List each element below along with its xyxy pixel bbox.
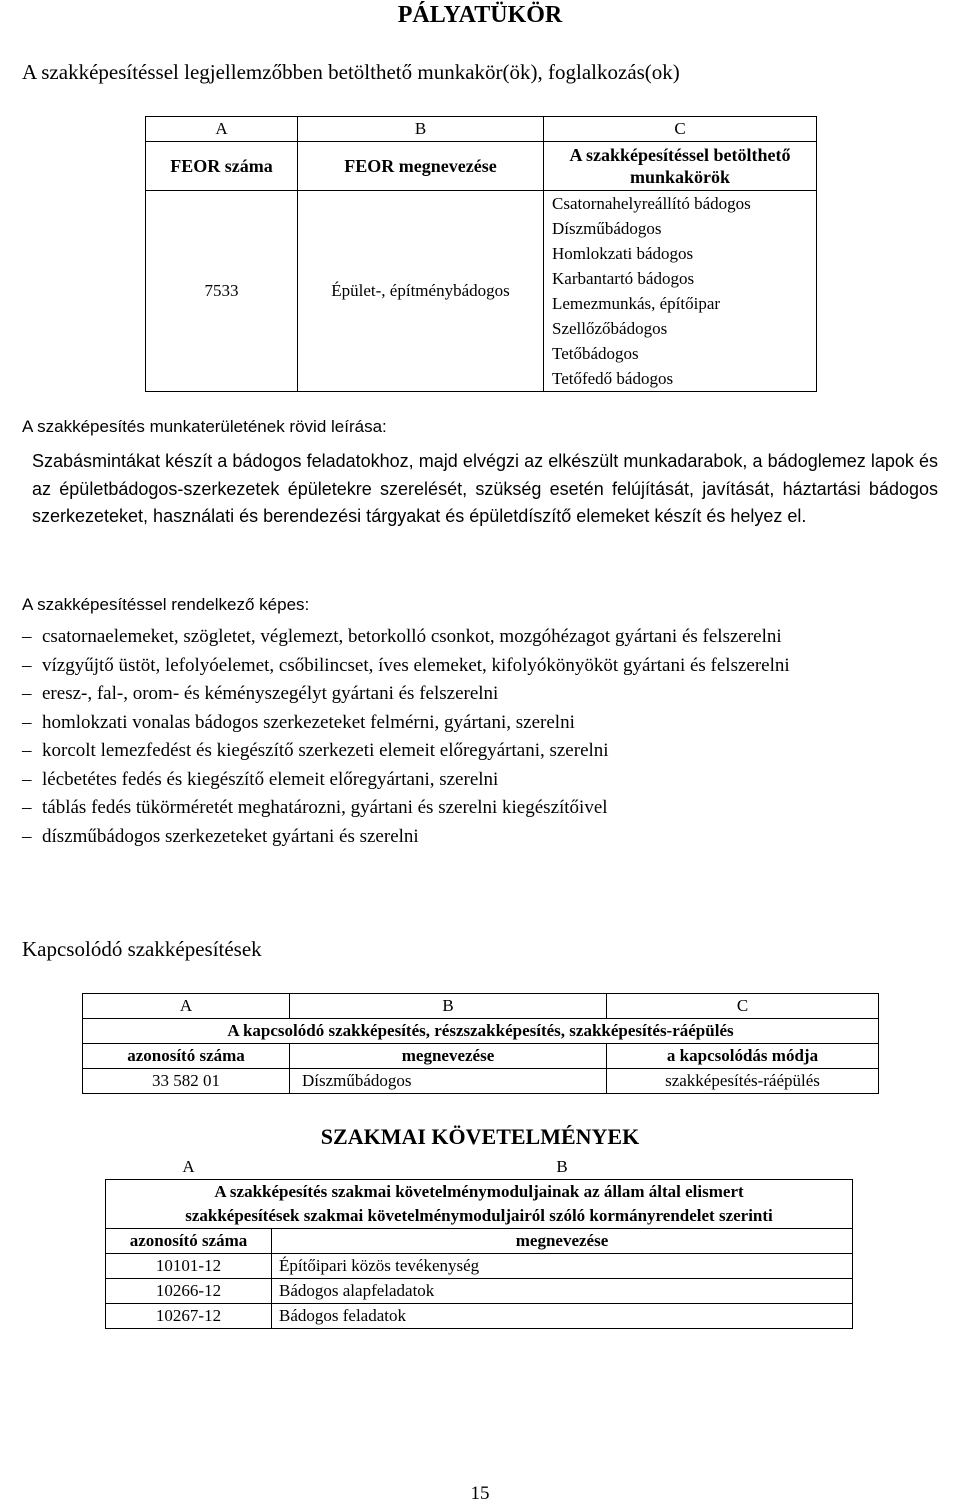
list-item: – lécbetétes fedés és kiegészítő elemeit előregyártani, szerelni (22, 766, 960, 795)
jobs-cell (544, 191, 817, 392)
list-item: – homlokzati vonalas bádogos szerkezeteket felmérni, gyártani, szerelni (22, 709, 960, 738)
header-name: megnevezése (290, 1044, 607, 1069)
capabilities-heading: A szakképesítéssel rendelkező képes: (22, 595, 310, 614)
list-item: Homlokzati bádogos (552, 244, 694, 263)
description-heading: A szakképesítés munkaterületének rövid leírása: (22, 417, 387, 436)
column-letter: A (83, 994, 290, 1019)
description-text: Szabásmintákat készít a bádogos feladatokhoz, majd elvégzi az elkészült munkadarabok, a bádoglemez lapok és az épületbádogos-szerkezetek épületekre szerelését, szükség esetén felújítását, javítását, háztartási bádogos szerkezeteket, használati és berendezési tárgyakat és épületdíszítő elemeket készít és helyez el. (32, 451, 938, 526)
cell-id: 10267-12 (106, 1304, 272, 1329)
capabilities-list (22, 623, 960, 851)
list-item: Csatornahelyreállító bádogos (552, 194, 751, 213)
cell-name: Bádogos feladatok (272, 1304, 853, 1329)
list-item: Karbantartó bádogos (552, 269, 695, 288)
cell-id: 33 582 01 (83, 1069, 290, 1094)
requirements-heading: SZAKMAI KÖVETELMÉNYEK (320, 1124, 640, 1149)
list-item: Tetőfedő bádogos (552, 369, 674, 388)
column-letter: B (556, 1157, 568, 1176)
related-table (82, 993, 879, 1094)
header-id: azonosító száma (83, 1044, 290, 1069)
cell-name: Bádogos alapfeladatok (272, 1279, 853, 1304)
cell-id: 10101-12 (106, 1254, 272, 1279)
column-letter: C (544, 117, 817, 142)
column-letter-row (106, 1155, 853, 1180)
caption-row (83, 1019, 879, 1044)
caption-line: A szakképesítés szakmai követelménymoduljainak az állam által elismert (214, 1182, 744, 1201)
table-row (83, 1069, 879, 1094)
table-caption: A kapcsolódó szakképesítés, részszakképesítés, szakképesítés-ráépülés (83, 1019, 879, 1044)
header-name: megnevezése (272, 1229, 853, 1254)
cell-id: 10266-12 (106, 1279, 272, 1304)
column-letter: A (146, 117, 298, 142)
list-item: – korcolt lemezfedést és kiegészítő szerkezeti elemeit előregyártani, szerelni (22, 737, 960, 766)
list-item: – csatornaelemeket, szögletet, véglemezt, betorkolló csonkot, mozgóhézagot gyártani és felszerelni (22, 623, 960, 652)
header-feor-name: FEOR megnevezése (298, 142, 544, 191)
list-item: – díszműbádogos szerkezeteket gyártani és szerelni (22, 823, 960, 852)
list-item: Lemezmunkás, építőipar (552, 294, 721, 313)
cell-name: Építőipari közös tevékenység (272, 1254, 853, 1279)
column-letter-row (146, 117, 817, 142)
list-item: Díszműbádogos (552, 219, 662, 238)
list-item: – vízgyűjtő üstöt, lefolyóelemet, csőbilincset, íves elemeket, kifolyókönyököt gyártani és felszerelni (22, 652, 960, 681)
column-letter: A (182, 1157, 195, 1176)
table-row (146, 191, 817, 392)
page-number: 15 (470, 1483, 490, 1504)
cell-mode: szakképesítés-ráépülés (607, 1069, 879, 1094)
table-row (106, 1304, 853, 1329)
column-letter: B (298, 117, 544, 142)
cell-name: Díszműbádogos (290, 1069, 607, 1094)
list-item: Szellőzőbádogos (552, 319, 668, 338)
header-feor-number: FEOR száma (146, 142, 298, 191)
column-letter: B (290, 994, 607, 1019)
feor-name-cell: Épület-, építménybádogos (298, 191, 544, 392)
feor-table (145, 116, 817, 392)
header-mode: a kapcsolódás módja (607, 1044, 879, 1069)
column-letter-row (83, 994, 879, 1019)
caption-row (106, 1180, 853, 1229)
feor-number-cell: 7533 (146, 191, 298, 392)
header-row (146, 142, 817, 191)
related-heading: Kapcsolódó szakképesítések (22, 937, 262, 961)
header-row (83, 1044, 879, 1069)
requirements-table (105, 1155, 853, 1329)
list-item: – eresz-, fal-, orom- és kéményszegélyt gyártani és felszerelni (22, 680, 960, 709)
header-jobs: A szakképesítéssel betölthető munkakörök (544, 142, 817, 191)
section-subtitle: A szakképesítéssel legjellemzőbben betölthető munkakör(ök), foglalkozás(ok) (22, 60, 680, 84)
caption-line: szakképesítések szakmai követelménymoduljairól szóló kormányrendelet szerinti (185, 1206, 773, 1225)
table-row (106, 1279, 853, 1304)
column-letter: C (607, 994, 879, 1019)
header-id: azonosító száma (106, 1229, 272, 1254)
header-row (106, 1229, 853, 1254)
table-caption (106, 1180, 853, 1229)
table-row (106, 1254, 853, 1279)
page-title: PÁLYATÜKÖR (397, 2, 563, 28)
list-item: – táblás fedés tükörméretét meghatározni, gyártani és szerelni kiegészítőivel (22, 794, 960, 823)
list-item: Tetőbádogos (552, 344, 639, 363)
